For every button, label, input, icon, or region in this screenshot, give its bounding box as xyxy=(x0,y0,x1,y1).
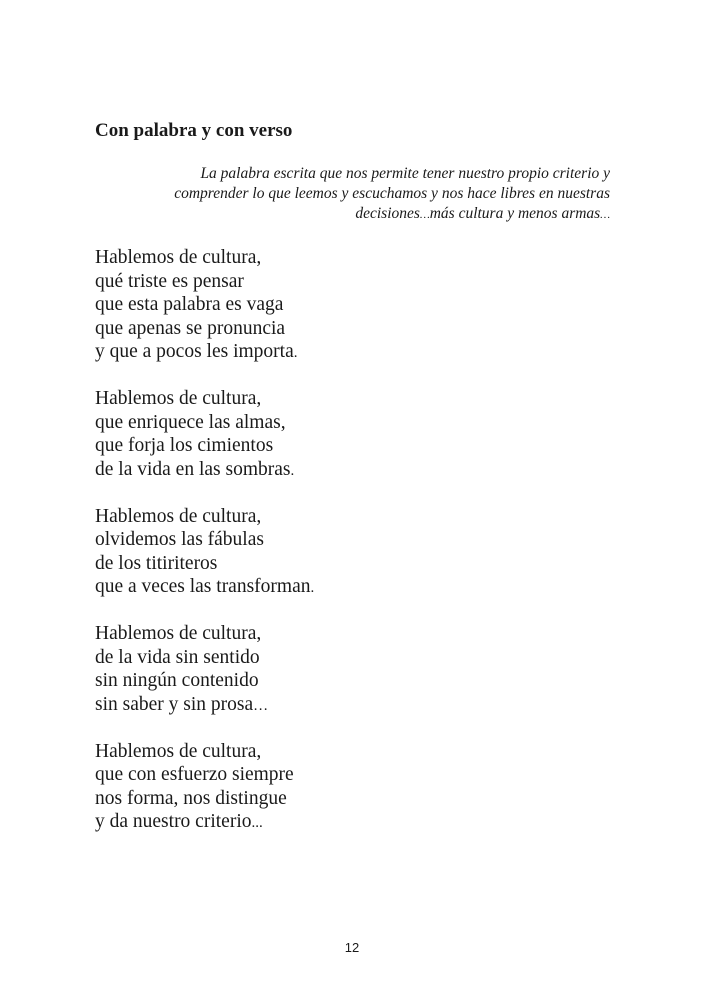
verse-text: de los titiriteros xyxy=(95,552,218,574)
page-number: 12 xyxy=(344,940,360,955)
poem-title: Con palabra y con verso xyxy=(95,120,293,141)
epigraph xyxy=(130,164,610,225)
verse-text: que apenas se pronuncia xyxy=(95,317,286,339)
verse-text: olvidemos las fábulas xyxy=(95,529,264,550)
verse-line xyxy=(95,646,314,670)
epigraph-line xyxy=(130,204,610,225)
verse-text: Hablemos de cultura, xyxy=(95,247,262,268)
stanza xyxy=(95,622,314,718)
verse-text: sin saber y sin prosa xyxy=(95,693,254,715)
verse-text: nos forma, nos distingue xyxy=(95,787,287,809)
verse-text: que con esfuerzo siempre xyxy=(95,764,294,785)
verse-line xyxy=(95,575,314,601)
verse-line xyxy=(95,787,314,811)
verse-text: que esta palabra es vaga xyxy=(95,294,284,315)
verse-line xyxy=(95,763,314,787)
verse-ending: ... xyxy=(251,815,263,831)
verse-text: que a veces las transforman xyxy=(95,576,311,597)
verse-ending: . xyxy=(290,462,295,479)
epigraph-text: más cultura y menos armas xyxy=(429,205,601,222)
verse-text: de la vida en las sombras xyxy=(95,458,291,480)
verse-text: y da nuestro criterio xyxy=(95,811,252,832)
verse-line xyxy=(95,317,314,341)
epigraph-ellipsis: … xyxy=(419,209,430,221)
verse-text: Hablemos de cultura, xyxy=(95,740,262,762)
verse-ending: . xyxy=(293,345,298,361)
verse-ending: . xyxy=(310,580,315,596)
verse-line xyxy=(95,810,314,836)
verse-line xyxy=(95,270,314,294)
verse-line xyxy=(95,505,314,529)
epigraph-text: decisiones xyxy=(355,205,420,222)
verse-line xyxy=(95,622,314,646)
verse-line xyxy=(95,434,314,458)
stanza xyxy=(95,505,314,601)
poem-body xyxy=(95,246,314,857)
verse-line xyxy=(95,458,314,484)
verse-line xyxy=(95,693,314,719)
epigraph-line: La palabra escrita que nos permite tener nuestro propio criterio y xyxy=(200,165,610,182)
verse-line xyxy=(95,340,314,366)
verse-text: qué triste es pensar xyxy=(95,270,244,292)
verse-text: Hablemos de cultura, xyxy=(95,505,262,527)
verse-text: que forja los cimientos xyxy=(95,435,274,456)
verse-line xyxy=(95,293,314,317)
verse-text: y que a pocos les importa xyxy=(95,341,294,362)
verse-line xyxy=(95,411,314,435)
verse-line xyxy=(95,740,314,764)
verse-text: de la vida sin sentido xyxy=(95,646,260,668)
verse-line xyxy=(95,387,314,411)
verse-line xyxy=(95,669,314,693)
verse-line xyxy=(95,552,314,576)
verse-ending: … xyxy=(253,697,269,714)
epigraph-ellipsis: … xyxy=(600,209,610,221)
stanza xyxy=(95,246,314,366)
stanza xyxy=(95,387,314,483)
verse-text: Hablemos de cultura, xyxy=(95,623,262,644)
verse-line xyxy=(95,528,314,552)
verse-text: sin ningún contenido xyxy=(95,670,259,691)
verse-line xyxy=(95,246,314,270)
stanza xyxy=(95,740,314,836)
epigraph-line: comprender lo que leemos y escuchamos y nos hace libres en nuestras xyxy=(174,185,610,202)
verse-text: Hablemos de cultura, xyxy=(95,388,262,409)
verse-text: que enriquece las almas, xyxy=(95,411,286,433)
